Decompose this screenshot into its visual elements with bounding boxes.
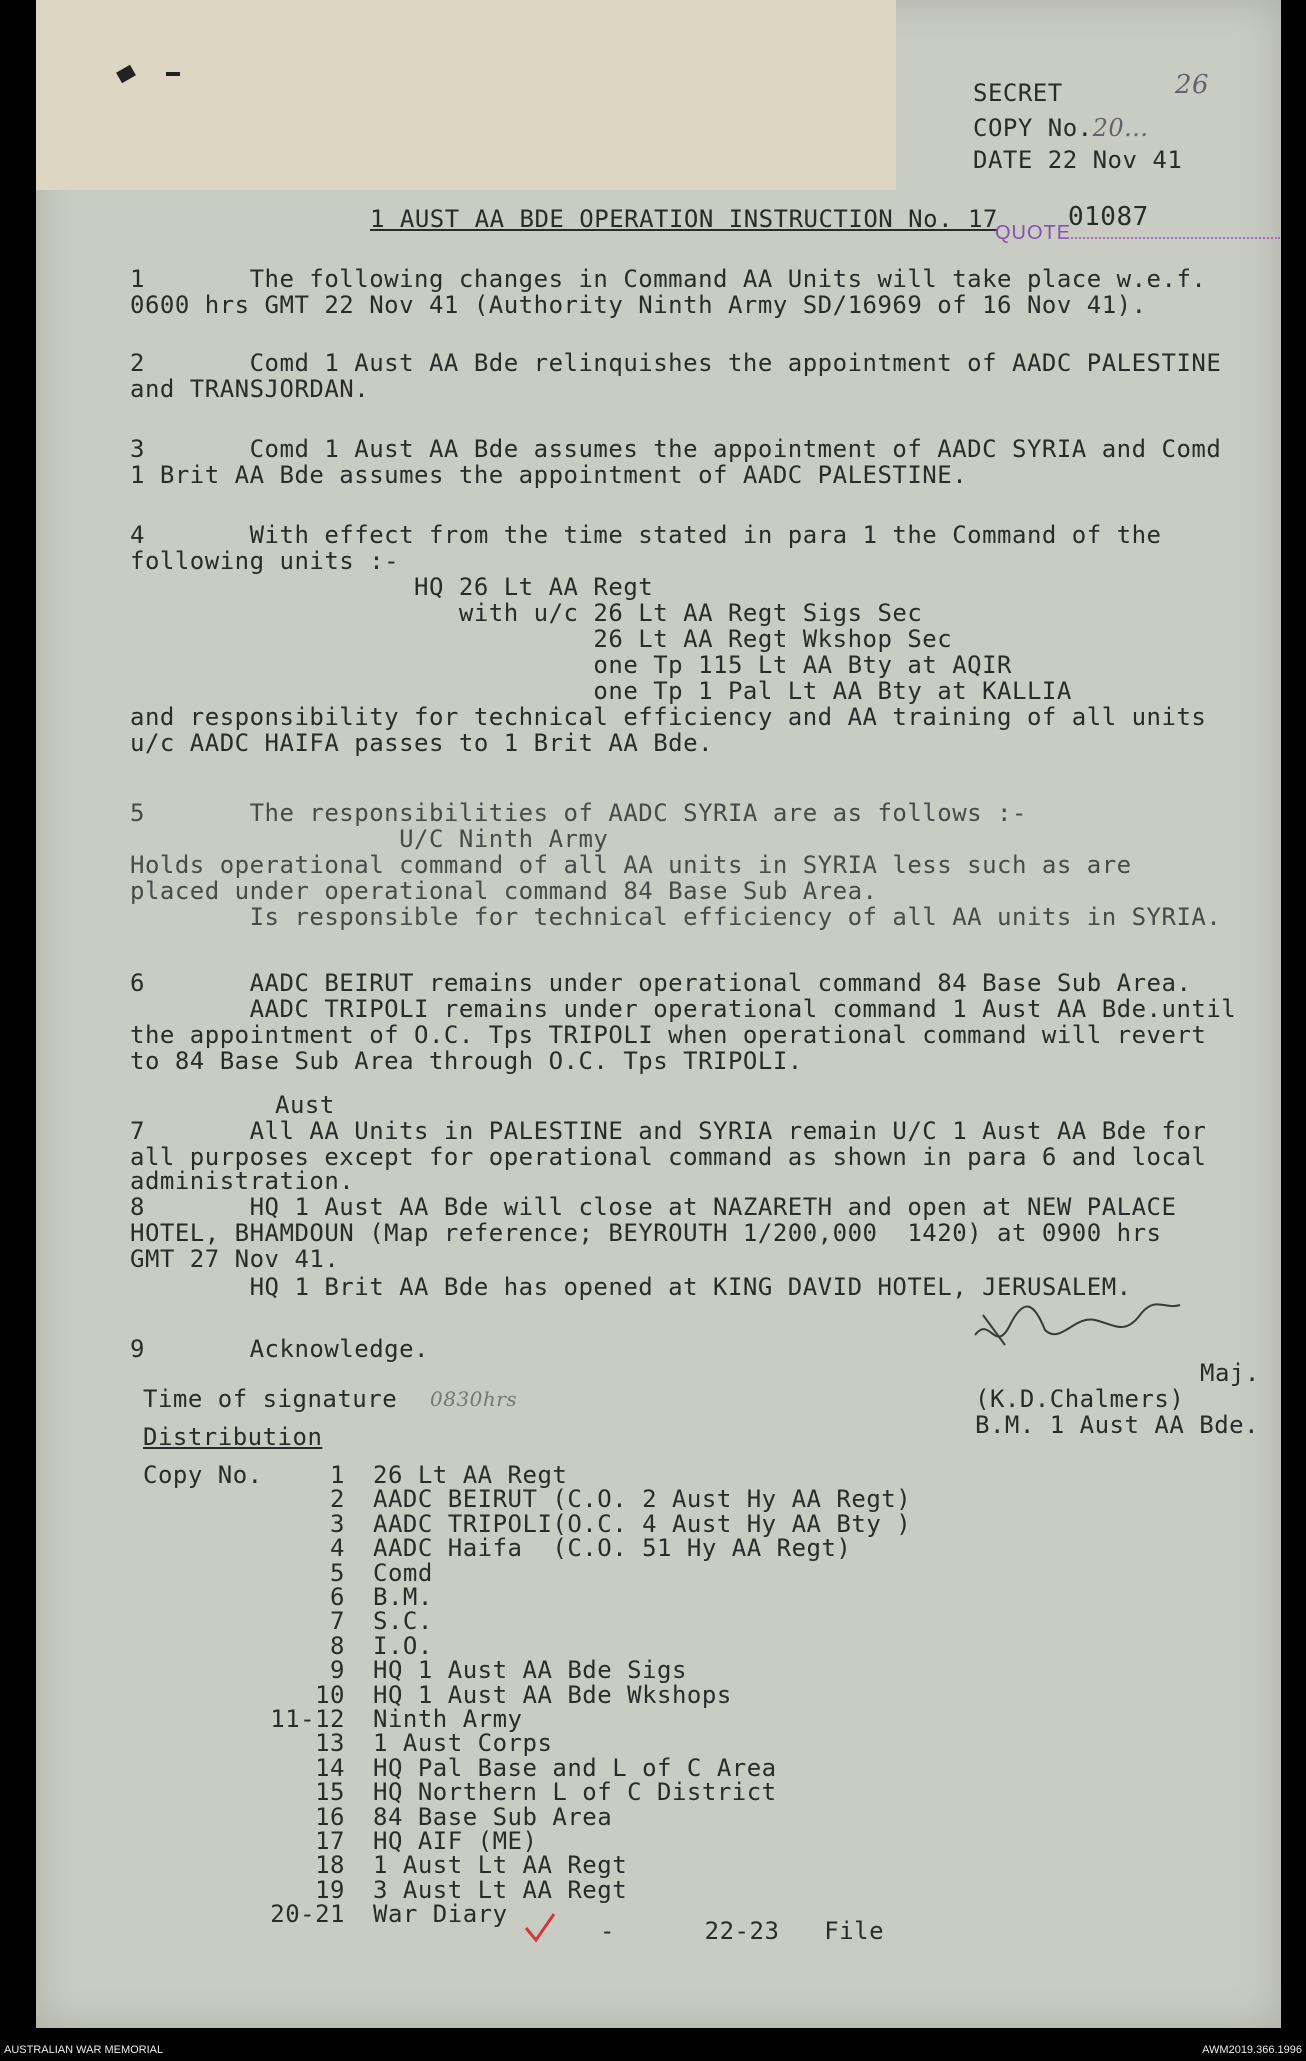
distribution-copy-no: 3 bbox=[330, 1510, 345, 1538]
para-3-line-2: 1 Brit AA Bde assumes the appointment of AADC PALESTINE. bbox=[130, 461, 968, 489]
distribution-recipient: Ninth Army bbox=[373, 1705, 523, 1733]
distribution-recipient: 26 Lt AA Regt bbox=[373, 1461, 568, 1489]
para-4-line-4: with u/c 26 Lt AA Regt Sigs Sec bbox=[130, 599, 923, 627]
para-3-line-1: 3 Comd 1 Aust AA Bde assumes the appointment of AADC SYRIA and Comd bbox=[130, 435, 1222, 463]
para-5-line-3: Holds operational command of all AA units in SYRIA less such as are bbox=[130, 851, 1132, 879]
distribution-recipient: AADC BEIRUT (C.O. 2 Aust Hy AA Regt) bbox=[373, 1485, 912, 1513]
para-4-line-2: following units :- bbox=[130, 547, 400, 575]
para-4-line-8: and responsibility for technical efficiency and AA training of all units bbox=[130, 703, 1207, 731]
distribution-recipient: HQ Northern L of C District bbox=[373, 1778, 777, 1806]
para-7-insert: Aust bbox=[275, 1091, 335, 1119]
para-8-line-2: HOTEL, BHAMDOUN (Map reference; BEYROUTH 1/200,000 1420) at 0900 hrs bbox=[130, 1219, 1162, 1247]
para-4-line-3: HQ 26 Lt AA Regt bbox=[130, 573, 654, 601]
distribution-copy-no: 16 bbox=[315, 1803, 345, 1831]
para-6-line-1: 6 AADC BEIRUT remains under operational command 84 Base Sub Area. bbox=[130, 969, 1192, 997]
para-5-line-2: U/C Ninth Army bbox=[130, 825, 609, 853]
distribution-copy-no: 8 bbox=[330, 1632, 345, 1660]
para-4-line-7: one Tp 1 Pal Lt AA Bty at KALLIA bbox=[130, 677, 1072, 705]
distribution-recipient: 3 Aust Lt AA Regt bbox=[373, 1876, 628, 1904]
para-7-line-1: 7 All AA Units in PALESTINE and SYRIA remain U/C 1 Aust AA Bde for bbox=[130, 1117, 1207, 1145]
distribution-recipient: War Diary bbox=[373, 1900, 508, 1928]
copy-no-column-label: Copy No. bbox=[143, 1461, 263, 1489]
para-4-line-6: one Tp 115 Lt AA Bty at AQIR bbox=[130, 651, 1013, 679]
distribution-copy-no: 1 bbox=[330, 1461, 345, 1489]
para-7-line-2: all purposes except for operational command as shown in para 6 and local bbox=[130, 1143, 1207, 1171]
distribution-copy-no: 9 bbox=[330, 1656, 345, 1684]
quote-stamp: QUOTE bbox=[995, 222, 1072, 244]
stamp-dotted-line bbox=[1060, 237, 1280, 239]
para-6-line-4: to 84 Base Sub Area through O.C. Tps TRIPOLI. bbox=[130, 1047, 803, 1075]
para-8-line-3: GMT 27 Nov 41. bbox=[130, 1245, 340, 1273]
signatory-rank: Maj. bbox=[1200, 1359, 1260, 1387]
distribution-recipient: 1 Aust Corps bbox=[373, 1729, 553, 1757]
distribution-recipient: S.C. bbox=[373, 1607, 433, 1635]
para-5-line-5: Is responsible for technical efficiency of all AA units in SYRIA. bbox=[130, 903, 1222, 931]
distribution-copy-no: 15 bbox=[315, 1778, 345, 1806]
distribution-recipient: HQ AIF (ME) bbox=[373, 1827, 538, 1855]
file-copies: - 22-23 File bbox=[600, 1917, 885, 1945]
para-9: 9 Acknowledge. bbox=[130, 1335, 429, 1363]
para-2-line-1: 2 Comd 1 Aust AA Bde relinquishes the appointment of AADC PALESTINE bbox=[130, 349, 1222, 377]
copy-no-label: COPY No.20... bbox=[973, 114, 1149, 142]
distribution-copy-no: 20-21 bbox=[270, 1900, 345, 1928]
distribution-heading: Distribution bbox=[143, 1423, 323, 1451]
paper-tab bbox=[36, 0, 896, 190]
distribution-recipient: HQ Pal Base and L of C Area bbox=[373, 1754, 777, 1782]
distribution-copy-no: 13 bbox=[315, 1729, 345, 1757]
distribution-recipient: Comd bbox=[373, 1559, 433, 1587]
document-date: DATE 22 Nov 41 bbox=[973, 146, 1183, 174]
time-of-signature-hand: 0830hrs bbox=[430, 1387, 518, 1411]
para-1-line-2: 0600 hrs GMT 22 Nov 41 (Authority Ninth Army SD/16969 of 16 Nov 41). bbox=[130, 291, 1147, 319]
distribution-recipient: 84 Base Sub Area bbox=[373, 1803, 613, 1831]
corner-number: 26 bbox=[1175, 70, 1210, 100]
distribution-copy-no: 14 bbox=[315, 1754, 345, 1782]
distribution-recipient: B.M. bbox=[373, 1583, 433, 1611]
ink-mark bbox=[166, 72, 180, 76]
para-4-line-9: u/c AADC HAIFA passes to 1 Brit AA Bde. bbox=[130, 729, 714, 757]
time-of-signature-label: Time of signature bbox=[143, 1385, 398, 1413]
para-5-line-4: placed under operational command 84 Base Sub Area. bbox=[130, 877, 878, 905]
distribution-copy-no: 2 bbox=[330, 1485, 345, 1513]
para-4-line-1: 4 With effect from the time stated in para 1 the Command of the bbox=[130, 521, 1162, 549]
distribution-copy-no: 6 bbox=[330, 1583, 345, 1611]
distribution-copy-no: 19 bbox=[315, 1876, 345, 1904]
para-5-line-1: 5 The responsibilities of AADC SYRIA are as follows :- bbox=[130, 799, 1027, 827]
document-title: 1 AUST AA BDE OPERATION INSTRUCTION No. 17 bbox=[370, 205, 998, 233]
distribution-recipient: 1 Aust Lt AA Regt bbox=[373, 1851, 628, 1879]
distribution-recipient: I.O. bbox=[373, 1632, 433, 1660]
signatory-role: B.M. 1 Aust AA Bde. bbox=[975, 1411, 1260, 1439]
footer-accession: AWM2019.366.1996 bbox=[1202, 2044, 1302, 2056]
para-7-line-3: administration. bbox=[130, 1167, 355, 1195]
distribution-recipient: AADC TRIPOLI(O.C. 4 Aust Hy AA Bty ) bbox=[373, 1510, 912, 1538]
red-tick-mark bbox=[522, 1910, 558, 1946]
distribution-copy-no: 7 bbox=[330, 1607, 345, 1635]
distribution-copy-no: 10 bbox=[315, 1681, 345, 1709]
distribution-recipient: AADC Haifa (C.O. 51 Hy AA Regt) bbox=[373, 1534, 852, 1562]
distribution-copy-no: 4 bbox=[330, 1534, 345, 1562]
para-6-line-2: AADC TRIPOLI remains under operational command 1 Aust AA Bde.until bbox=[130, 995, 1237, 1023]
footer-institution: AUSTRALIAN WAR MEMORIAL bbox=[4, 2044, 164, 2056]
reference-number: 01087 bbox=[1068, 202, 1149, 232]
distribution-recipient: HQ 1 Aust AA Bde Sigs bbox=[373, 1656, 687, 1684]
signatory-name: (K.D.Chalmers) bbox=[975, 1385, 1185, 1413]
para-8-line-1: 8 HQ 1 Aust AA Bde will close at NAZARETH and open at NEW PALACE bbox=[130, 1193, 1177, 1221]
distribution-copy-no: 11-12 bbox=[270, 1705, 345, 1733]
para-6-line-3: the appointment of O.C. Tps TRIPOLI when operational command will revert bbox=[130, 1021, 1207, 1049]
distribution-copy-no: 17 bbox=[315, 1827, 345, 1855]
para-4-line-5: 26 Lt AA Regt Wkshop Sec bbox=[130, 625, 953, 653]
para-1-line-1: 1 The following changes in Command AA Units will take place w.e.f. bbox=[130, 265, 1207, 293]
distribution-recipient: HQ 1 Aust AA Bde Wkshops bbox=[373, 1681, 732, 1709]
para-2-line-2: and TRANSJORDAN. bbox=[130, 375, 370, 403]
para-8-line-4: HQ 1 Brit AA Bde has opened at KING DAVID HOTEL, JERUSALEM. bbox=[130, 1273, 1132, 1301]
classification: SECRET bbox=[973, 79, 1063, 107]
distribution-copy-no: 18 bbox=[315, 1851, 345, 1879]
handwritten-signature bbox=[965, 1285, 1195, 1365]
copy-no-hand: 20... bbox=[1092, 114, 1149, 142]
distribution-copy-no: 5 bbox=[330, 1559, 345, 1587]
